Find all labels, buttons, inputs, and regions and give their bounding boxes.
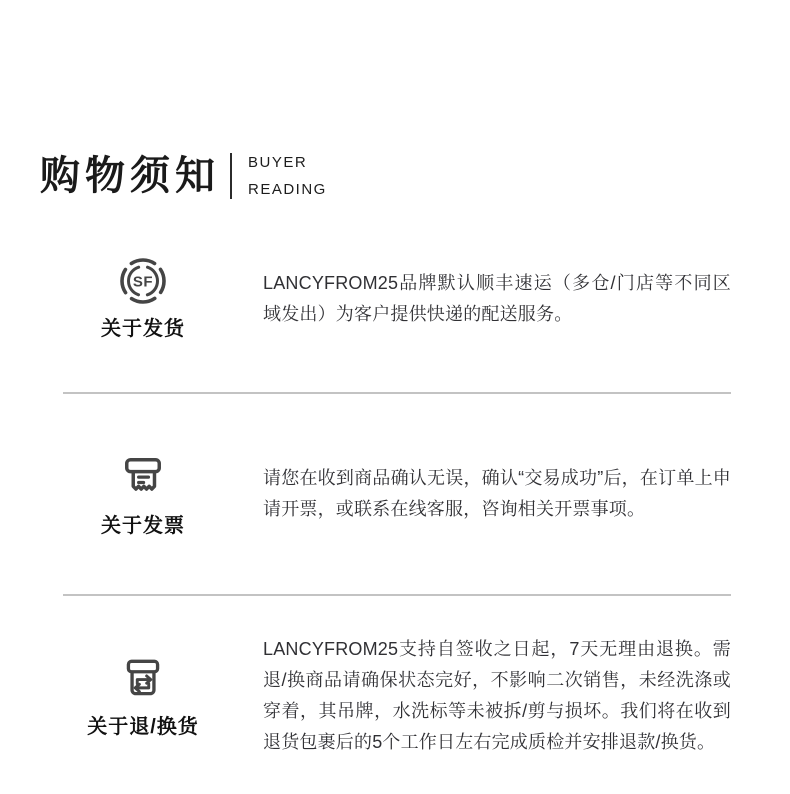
- section-shipping: [63, 206, 731, 392]
- header-subtitle-line2: READING: [248, 181, 327, 198]
- invoice-receipt-icon: [117, 450, 169, 502]
- header-vertical-divider: [230, 153, 232, 199]
- section-invoice-text: 请您在收到商品确认无误，确认“交易成功”后，在订单上申请开票，或联系在线客服，咨询相关开票事项。: [263, 468, 731, 519]
- sf-logo-text: SF: [132, 273, 154, 291]
- section-invoice-label: 关于发票: [101, 515, 185, 537]
- header-subtitle: [248, 149, 327, 203]
- header-subtitle-line1: BUYER: [248, 154, 308, 171]
- sf-express-logo-icon: [119, 257, 167, 305]
- section-return-exchange-text: LANCYFROM25支持自签收之日起，7天无理由退换。需退/换商品请确保状态完好，不影响二次销售，未经洗涤或穿着，其吊牌，水洗标等未被拆/剪与损坏。我们将在收到退货包裹后的5个工作日左右完成质检并安排退款/换货。: [263, 639, 731, 752]
- page-title: 购物须知: [40, 154, 220, 198]
- section-return-exchange-left: [63, 653, 223, 739]
- section-shipping-label: 关于发货: [101, 318, 185, 340]
- sections-list: [63, 206, 731, 794]
- section-invoice: [63, 394, 731, 594]
- section-shipping-text: LANCYFROM25品牌默认顺丰速运（多仓/门店等不同区域发出）为客户提供快递的配送服务。: [263, 273, 731, 324]
- section-return-exchange-label: 关于退/换货: [87, 716, 199, 738]
- section-return-exchange: [63, 596, 731, 794]
- return-exchange-box-icon: [118, 653, 168, 703]
- header: [0, 0, 790, 206]
- section-invoice-left: [63, 450, 223, 538]
- section-shipping-left: [63, 257, 223, 341]
